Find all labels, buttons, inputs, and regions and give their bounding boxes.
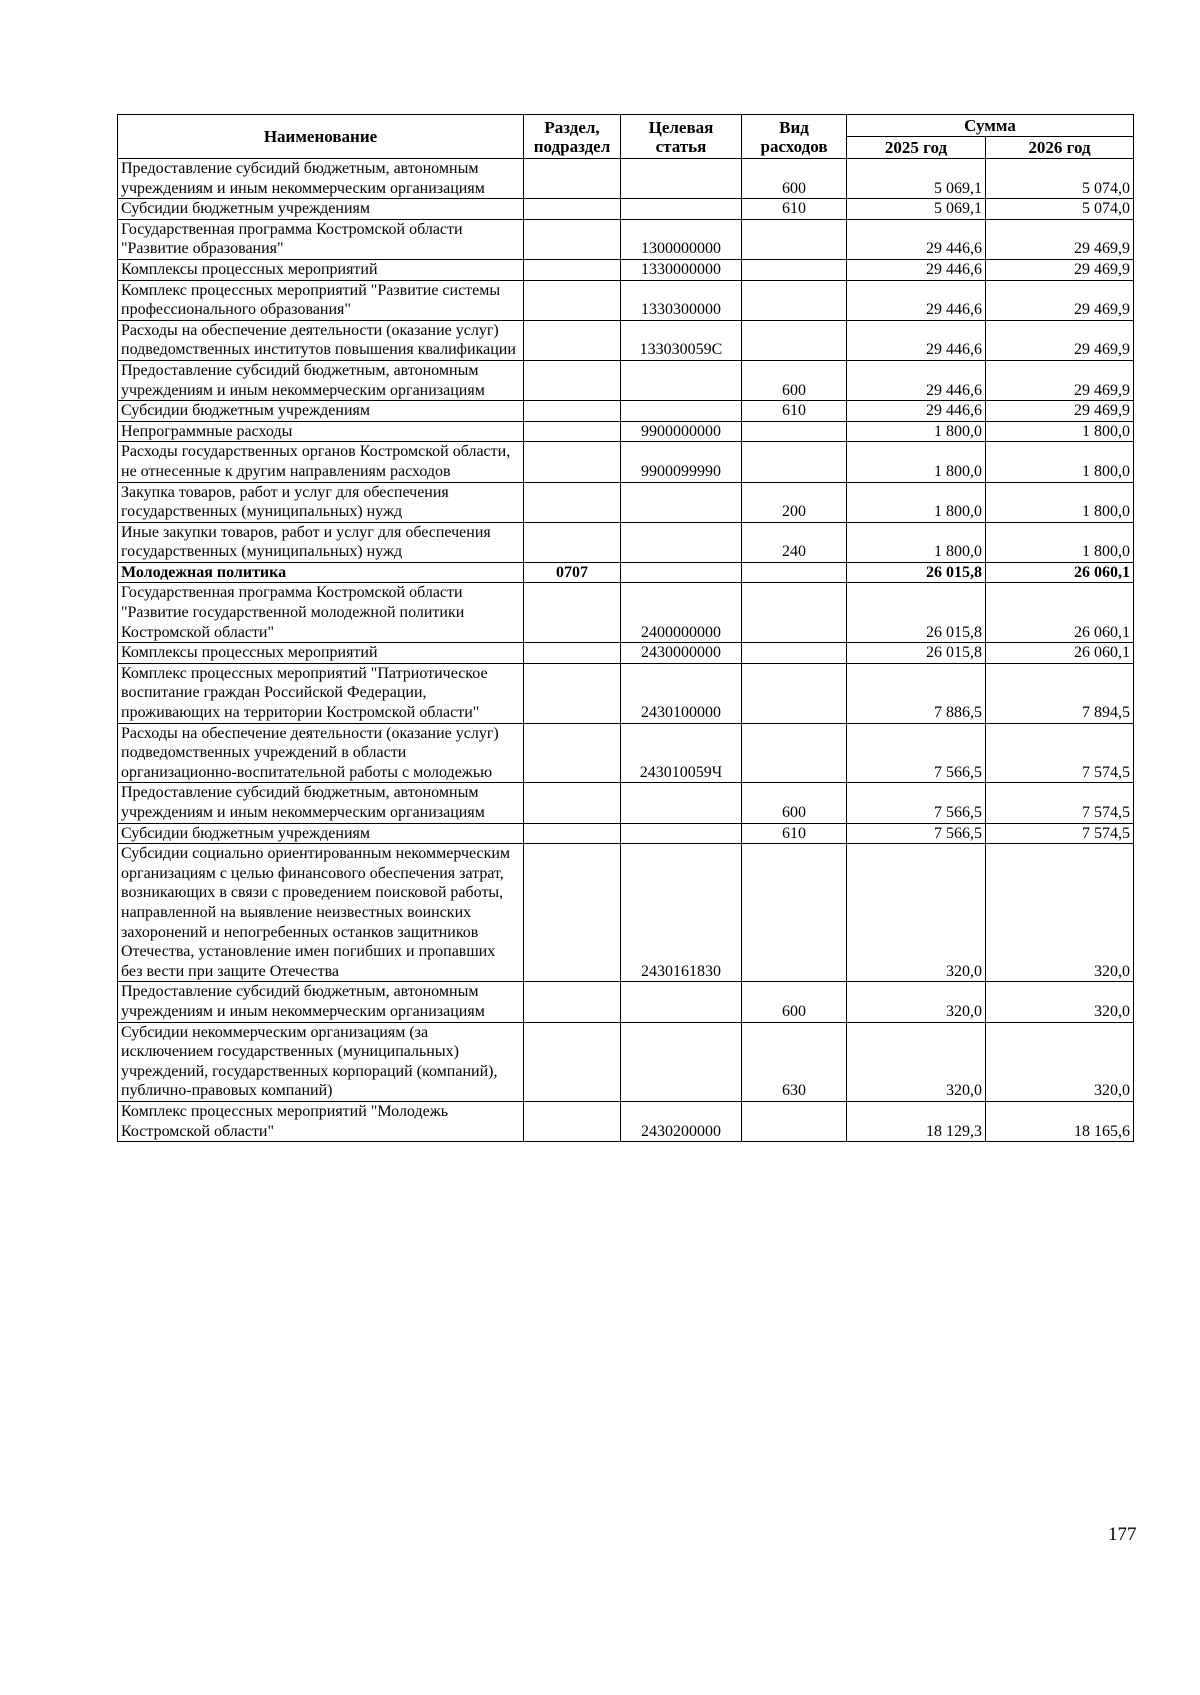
cell-name: Субсидии социально ориентированным некоммерческим организациям с целью финансового обеспечения затрат, возникающих в связи с проведением поисковой работы, направленной на выявление неизвестных воинских захоронений и непогребенных останков защитников Отечества, установление имен погибших и пропавших без вести при защите Отечества bbox=[118, 844, 524, 982]
cell-2025: 320,0 bbox=[847, 1022, 986, 1101]
table-row bbox=[118, 844, 1134, 982]
cell-2025: 29 446,6 bbox=[847, 280, 986, 320]
cell-section: 0707 bbox=[524, 562, 621, 583]
cell-type: 610 bbox=[742, 823, 847, 844]
cell-2026: 26 060,1 bbox=[986, 562, 1134, 583]
table-row bbox=[118, 723, 1134, 783]
cell-2026: 29 469,9 bbox=[986, 219, 1134, 259]
table-row bbox=[118, 219, 1134, 259]
table-row bbox=[118, 583, 1134, 643]
cell-type: 600 bbox=[742, 159, 847, 199]
cell-section bbox=[524, 421, 621, 442]
header-sum: Сумма bbox=[847, 115, 1134, 137]
table-row bbox=[118, 1022, 1134, 1101]
cell-type: 600 bbox=[742, 360, 847, 400]
cell-2026: 18 165,6 bbox=[986, 1101, 1134, 1141]
cell-section bbox=[524, 823, 621, 844]
table-row bbox=[118, 280, 1134, 320]
cell-target bbox=[621, 199, 742, 220]
cell-section bbox=[524, 219, 621, 259]
header-type: Вид расходов bbox=[742, 115, 847, 159]
cell-type: 610 bbox=[742, 401, 847, 422]
table-header bbox=[118, 115, 1134, 159]
cell-2025: 29 446,6 bbox=[847, 320, 986, 360]
cell-target bbox=[621, 401, 742, 422]
cell-name: Комплексы процессных мероприятий bbox=[118, 643, 524, 664]
cell-2026: 29 469,9 bbox=[986, 401, 1134, 422]
cell-target bbox=[621, 159, 742, 199]
cell-2025: 320,0 bbox=[847, 982, 986, 1022]
cell-target bbox=[621, 783, 742, 823]
cell-name: Расходы на обеспечение деятельности (оказание услуг) подведомственных институтов повышения квалификации bbox=[118, 320, 524, 360]
table-row bbox=[118, 663, 1134, 723]
cell-2025: 7 566,5 bbox=[847, 823, 986, 844]
cell-type bbox=[742, 663, 847, 723]
cell-2026: 29 469,9 bbox=[986, 320, 1134, 360]
cell-name: Предоставление субсидий бюджетным, автономным учреждениям и иным некоммерческим организациям bbox=[118, 159, 524, 199]
table-row bbox=[118, 442, 1134, 482]
table-row bbox=[118, 360, 1134, 400]
cell-2025: 1 800,0 bbox=[847, 482, 986, 522]
table-body bbox=[118, 159, 1134, 1142]
cell-section bbox=[524, 1101, 621, 1141]
cell-name: Комплексы процессных мероприятий bbox=[118, 259, 524, 280]
cell-section bbox=[524, 643, 621, 664]
cell-type bbox=[742, 442, 847, 482]
cell-2026: 5 074,0 bbox=[986, 199, 1134, 220]
cell-name: Комплекс процессных мероприятий "Патриотическое воспитание граждан Российской Федерации, проживающих на территории Костромской области" bbox=[118, 663, 524, 723]
cell-type: 200 bbox=[742, 482, 847, 522]
cell-target: 243010059Ч bbox=[621, 723, 742, 783]
cell-2025: 5 069,1 bbox=[847, 199, 986, 220]
table-row bbox=[118, 320, 1134, 360]
cell-section bbox=[524, 1022, 621, 1101]
cell-type bbox=[742, 723, 847, 783]
cell-type bbox=[742, 583, 847, 643]
cell-name: Комплекс процессных мероприятий "Молодежь Костромской области" bbox=[118, 1101, 524, 1141]
cell-section bbox=[524, 783, 621, 823]
cell-2026: 7 574,5 bbox=[986, 823, 1134, 844]
cell-target bbox=[621, 1022, 742, 1101]
cell-name: Субсидии бюджетным учреждениям bbox=[118, 199, 524, 220]
cell-section bbox=[524, 280, 621, 320]
cell-name: Непрограммные расходы bbox=[118, 421, 524, 442]
cell-type: 600 bbox=[742, 783, 847, 823]
cell-2026: 5 074,0 bbox=[986, 159, 1134, 199]
table-row bbox=[118, 643, 1134, 664]
cell-2026: 1 800,0 bbox=[986, 442, 1134, 482]
cell-2026: 320,0 bbox=[986, 844, 1134, 982]
cell-2026: 26 060,1 bbox=[986, 583, 1134, 643]
cell-2025: 29 446,6 bbox=[847, 259, 986, 280]
cell-section bbox=[524, 982, 621, 1022]
cell-type: 240 bbox=[742, 522, 847, 562]
cell-2026: 1 800,0 bbox=[986, 421, 1134, 442]
header-year-2026: 2026 год bbox=[986, 137, 1134, 159]
cell-name: Субсидии некоммерческим организациям (за исключением государственных (муниципальных) учреждений, государственных корпораций (компаний), публично-правовых компаний) bbox=[118, 1022, 524, 1101]
table-row bbox=[118, 562, 1134, 583]
cell-name: Расходы на обеспечение деятельности (оказание услуг) подведомственных учреждений в области организационно-воспитательной работы с молодежью bbox=[118, 723, 524, 783]
cell-type bbox=[742, 259, 847, 280]
cell-2026: 7 894,5 bbox=[986, 663, 1134, 723]
cell-section bbox=[524, 844, 621, 982]
cell-section bbox=[524, 583, 621, 643]
cell-2025: 1 800,0 bbox=[847, 421, 986, 442]
cell-2026: 26 060,1 bbox=[986, 643, 1134, 664]
header-target: Целевая статья bbox=[621, 115, 742, 159]
cell-target: 1330000000 bbox=[621, 259, 742, 280]
cell-target bbox=[621, 360, 742, 400]
cell-name: Молодежная политика bbox=[118, 562, 524, 583]
cell-2026: 29 469,9 bbox=[986, 360, 1134, 400]
cell-type: 610 bbox=[742, 199, 847, 220]
cell-type: 600 bbox=[742, 982, 847, 1022]
page-number: 177 bbox=[1108, 1524, 1137, 1545]
cell-name: Субсидии бюджетным учреждениям bbox=[118, 401, 524, 422]
cell-2025: 7 886,5 bbox=[847, 663, 986, 723]
cell-type bbox=[742, 643, 847, 664]
cell-type bbox=[742, 320, 847, 360]
cell-target: 2430200000 bbox=[621, 1101, 742, 1141]
cell-type: 630 bbox=[742, 1022, 847, 1101]
cell-section bbox=[524, 663, 621, 723]
cell-type bbox=[742, 844, 847, 982]
cell-target: 9900099990 bbox=[621, 442, 742, 482]
cell-2025: 18 129,3 bbox=[847, 1101, 986, 1141]
cell-target: 133030059С bbox=[621, 320, 742, 360]
table-row bbox=[118, 259, 1134, 280]
cell-2025: 26 015,8 bbox=[847, 562, 986, 583]
cell-2025: 1 800,0 bbox=[847, 442, 986, 482]
cell-target bbox=[621, 562, 742, 583]
table-row bbox=[118, 421, 1134, 442]
table-row bbox=[118, 522, 1134, 562]
cell-2025: 29 446,6 bbox=[847, 360, 986, 400]
cell-name: Комплекс процессных мероприятий "Развитие системы профессионального образования" bbox=[118, 280, 524, 320]
cell-2025: 7 566,5 bbox=[847, 723, 986, 783]
cell-2025: 26 015,8 bbox=[847, 643, 986, 664]
header-year-2025: 2025 год bbox=[847, 137, 986, 159]
cell-section bbox=[524, 360, 621, 400]
cell-2026: 1 800,0 bbox=[986, 482, 1134, 522]
cell-section bbox=[524, 723, 621, 783]
cell-name: Расходы государственных органов Костромской области, не отнесенные к другим направлениям расходов bbox=[118, 442, 524, 482]
table-row bbox=[118, 199, 1134, 220]
cell-target: 1300000000 bbox=[621, 219, 742, 259]
cell-2026: 7 574,5 bbox=[986, 723, 1134, 783]
cell-target: 2430000000 bbox=[621, 643, 742, 664]
header-name: Наименование bbox=[118, 115, 524, 159]
cell-type bbox=[742, 421, 847, 442]
cell-name: Субсидии бюджетным учреждениям bbox=[118, 823, 524, 844]
cell-2025: 29 446,6 bbox=[847, 401, 986, 422]
cell-section bbox=[524, 159, 621, 199]
cell-2026: 320,0 bbox=[986, 1022, 1134, 1101]
cell-target bbox=[621, 482, 742, 522]
cell-target: 9900000000 bbox=[621, 421, 742, 442]
cell-section bbox=[524, 482, 621, 522]
cell-2026: 29 469,9 bbox=[986, 280, 1134, 320]
cell-2025: 320,0 bbox=[847, 844, 986, 982]
cell-2025: 26 015,8 bbox=[847, 583, 986, 643]
cell-type bbox=[742, 280, 847, 320]
cell-target bbox=[621, 823, 742, 844]
table-row bbox=[118, 982, 1134, 1022]
header-section: Раздел, подраздел bbox=[524, 115, 621, 159]
cell-name: Закупка товаров, работ и услуг для обеспечения государственных (муниципальных) нужд bbox=[118, 482, 524, 522]
cell-2025: 1 800,0 bbox=[847, 522, 986, 562]
cell-target bbox=[621, 522, 742, 562]
cell-name: Государственная программа Костромской области "Развитие образования" bbox=[118, 219, 524, 259]
table-row bbox=[118, 783, 1134, 823]
table-row bbox=[118, 159, 1134, 199]
cell-2026: 1 800,0 bbox=[986, 522, 1134, 562]
table-row bbox=[118, 482, 1134, 522]
cell-type bbox=[742, 1101, 847, 1141]
cell-2025: 5 069,1 bbox=[847, 159, 986, 199]
cell-type bbox=[742, 562, 847, 583]
cell-target bbox=[621, 982, 742, 1022]
cell-section bbox=[524, 442, 621, 482]
cell-target: 1330300000 bbox=[621, 280, 742, 320]
cell-2026: 7 574,5 bbox=[986, 783, 1134, 823]
cell-2025: 7 566,5 bbox=[847, 783, 986, 823]
cell-section bbox=[524, 522, 621, 562]
cell-target: 2430100000 bbox=[621, 663, 742, 723]
cell-2026: 29 469,9 bbox=[986, 259, 1134, 280]
table-row bbox=[118, 823, 1134, 844]
cell-target: 2400000000 bbox=[621, 583, 742, 643]
cell-2025: 29 446,6 bbox=[847, 219, 986, 259]
table-row bbox=[118, 1101, 1134, 1141]
cell-name: Предоставление субсидий бюджетным, автономным учреждениям и иным некоммерческим организациям bbox=[118, 982, 524, 1022]
cell-type bbox=[742, 219, 847, 259]
cell-section bbox=[524, 199, 621, 220]
cell-name: Предоставление субсидий бюджетным, автономным учреждениям и иным некоммерческим организациям bbox=[118, 783, 524, 823]
cell-name: Предоставление субсидий бюджетным, автономным учреждениям и иным некоммерческим организациям bbox=[118, 360, 524, 400]
cell-2026: 320,0 bbox=[986, 982, 1134, 1022]
budget-table bbox=[117, 114, 1134, 1142]
cell-name: Иные закупки товаров, работ и услуг для обеспечения государственных (муниципальных) нужд bbox=[118, 522, 524, 562]
cell-section bbox=[524, 320, 621, 360]
table-row bbox=[118, 401, 1134, 422]
cell-section bbox=[524, 401, 621, 422]
cell-name: Государственная программа Костромской области "Развитие государственной молодежной политики Костромской области" bbox=[118, 583, 524, 643]
cell-section bbox=[524, 259, 621, 280]
cell-target: 2430161830 bbox=[621, 844, 742, 982]
